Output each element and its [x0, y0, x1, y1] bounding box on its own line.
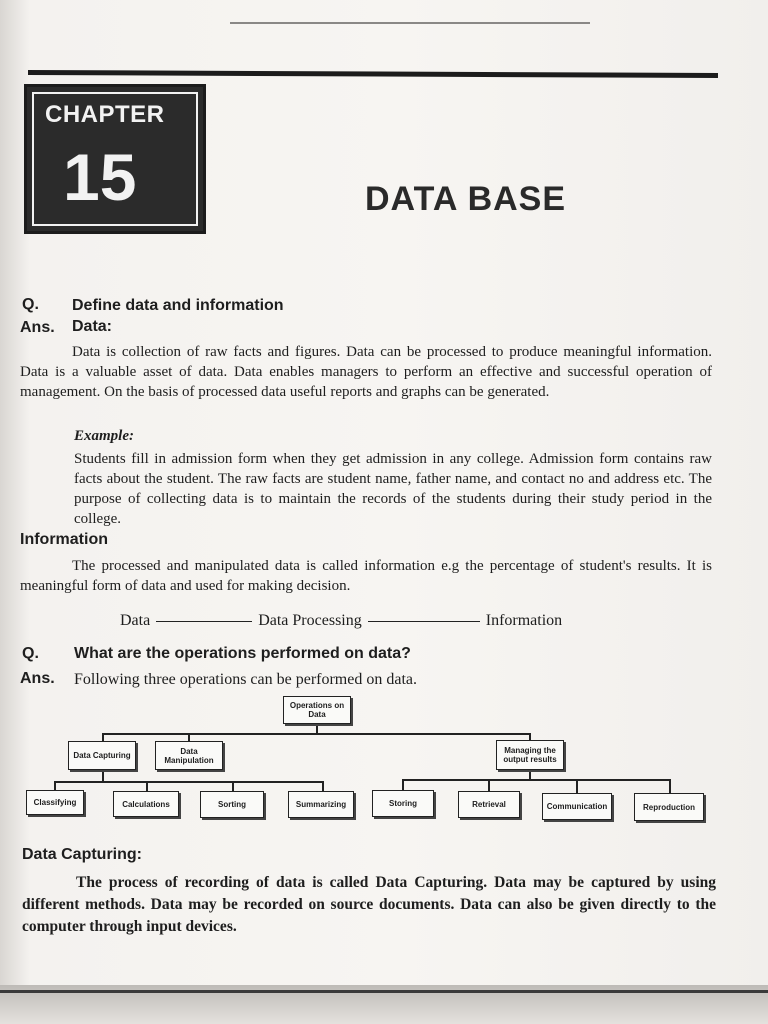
q1-question: Define data and information: [72, 297, 284, 314]
diagram-storing: Storing: [372, 790, 434, 817]
flow-line-1: [156, 621, 252, 622]
connector: [488, 779, 490, 791]
chapter-number: 15: [63, 140, 137, 214]
flow-line-2: [368, 621, 480, 622]
q2-label: Q.: [22, 645, 39, 662]
connector: [146, 781, 148, 791]
diagram-reproduction: Reproduction: [634, 793, 704, 821]
information-heading: Information: [20, 531, 108, 548]
diagram-classifying: Classifying: [26, 790, 84, 815]
diagram-calculations: Calculations: [113, 791, 179, 817]
example-heading: Example:: [74, 428, 134, 444]
chapter-badge: [24, 84, 206, 234]
connector: [102, 733, 530, 735]
header-rule: [28, 70, 718, 78]
chapter-label: CHAPTER: [45, 101, 165, 128]
flow-information: Information: [485, 612, 563, 629]
page-top-shadow: [230, 22, 590, 24]
data-heading: Data:: [72, 318, 113, 335]
data-paragraph: Data is collection of raw facts and figures. Data can be processed to produce meaningful information. Data is a valuable asset of data. Data enables managers to perform an effective and successful operation of management. On the basis of processed data useful reports and graphs can be generated.: [20, 344, 712, 400]
diagram-retrieval: Retrieval: [458, 791, 520, 818]
q2-question: What are the operations performed on data?: [74, 645, 411, 662]
capturing-paragraph: The process of recording of data is called Data Capturing. Data may be captured by using different methods. Data may be recorded on source documents. Data can also be given directly to the computer through input devices.: [22, 874, 716, 935]
diagram-sorting: Sorting: [200, 791, 264, 818]
connector: [669, 779, 671, 793]
q2-answer: Following three operations can be performed on data.: [74, 671, 417, 688]
example-paragraph: Students fill in admission form when they get admission in any college. Admission form contains raw facts about the student. The raw facts are student name, father name, and contact no and address etc. The purpose of collecting data is to maintain the records of the students during their study period in the college.: [74, 451, 712, 527]
q1-label: Q.: [22, 296, 39, 313]
connector: [232, 781, 234, 791]
connector: [54, 781, 324, 783]
diagram-communication: Communication: [542, 793, 612, 820]
q1-ans-label: Ans.: [20, 319, 55, 336]
page-title: DATA BASE: [365, 180, 567, 218]
diagram-data-capturing: Data Capturing: [68, 741, 136, 770]
diagram-root: Operations on Data: [283, 696, 351, 724]
page-bottom-edge: [0, 990, 768, 993]
processing-flow: [120, 612, 562, 630]
capturing-heading: Data Capturing:: [22, 846, 142, 863]
connector: [402, 779, 670, 781]
information-paragraph: The processed and manipulated data is called information e.g the percentage of student's results. It is meaningful form of data and used for making decision.: [20, 558, 712, 594]
q2-ans-label: Ans.: [20, 670, 55, 687]
connector: [322, 781, 324, 791]
flow-processing: Data Processing: [258, 612, 362, 629]
diagram-data-manipulation: Data Manipulation: [155, 741, 223, 770]
diagram-summarizing: Summarizing: [288, 791, 354, 818]
connector: [576, 779, 578, 793]
diagram-managing-output: Managing the output results: [496, 740, 564, 770]
flow-data: Data: [120, 612, 151, 629]
connector: [402, 779, 404, 790]
